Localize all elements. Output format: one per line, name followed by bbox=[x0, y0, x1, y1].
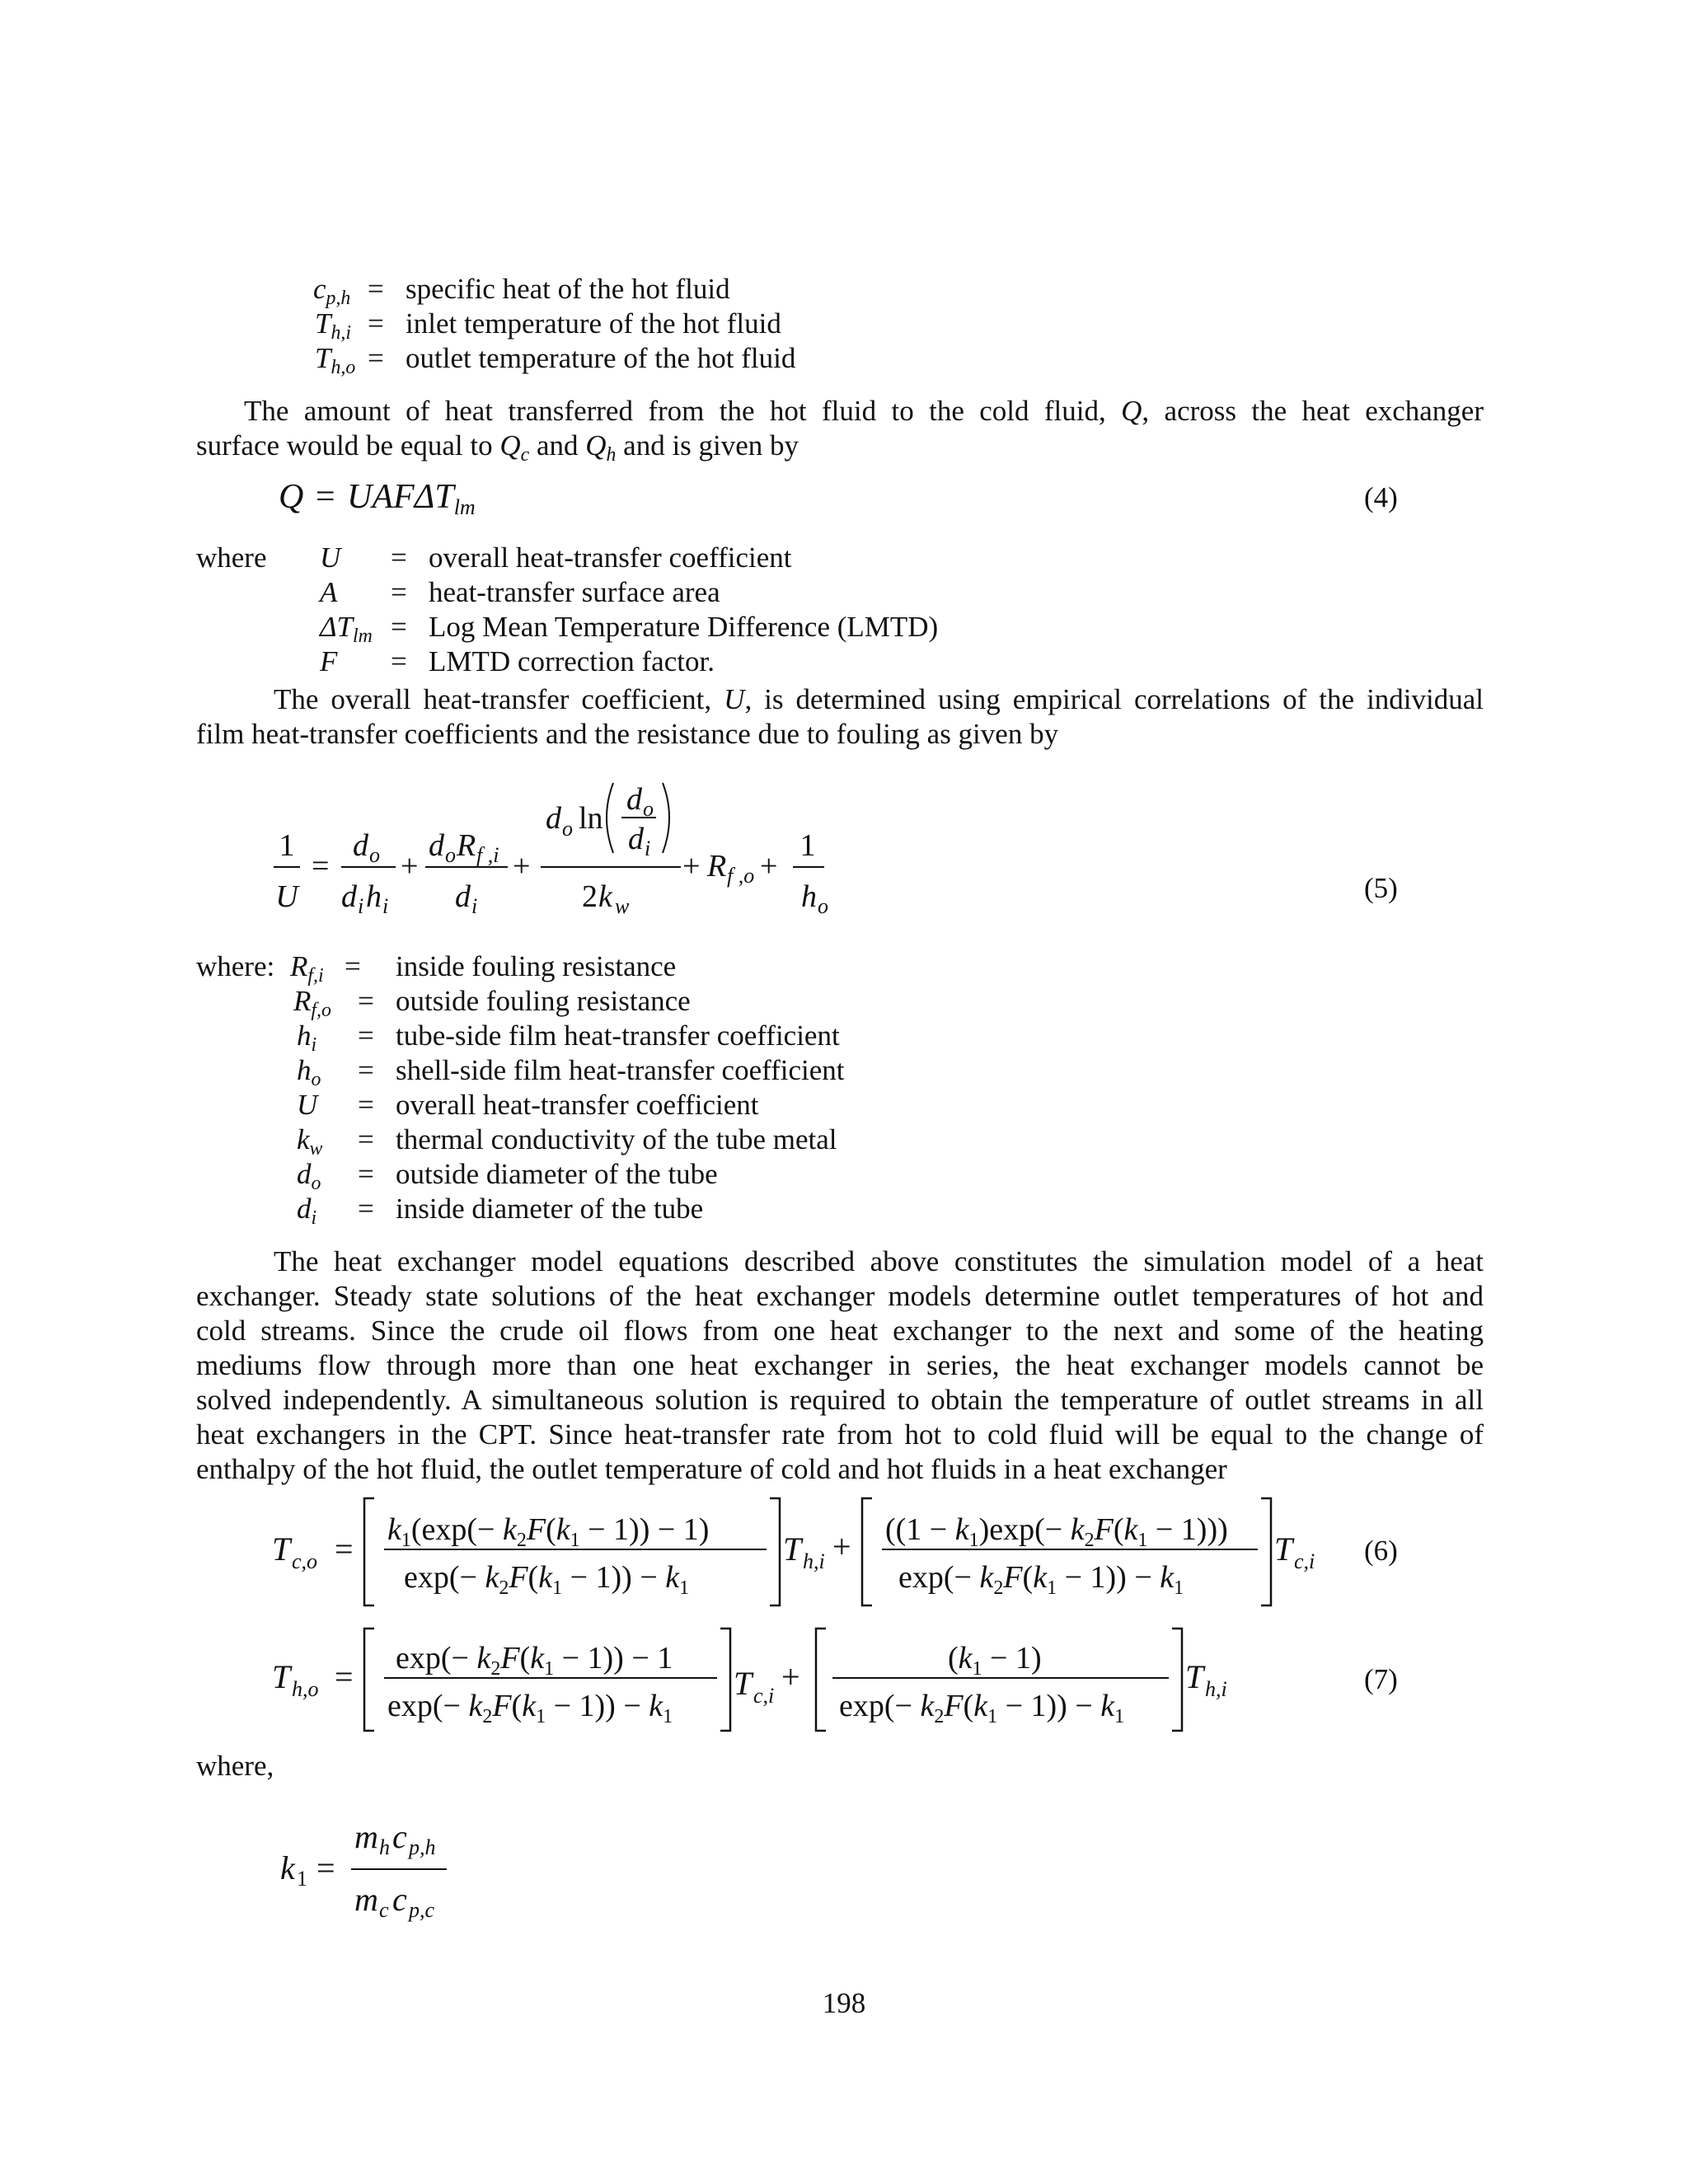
svg-text:d: d bbox=[353, 828, 368, 863]
def-description: overall heat-transfer coefficient bbox=[429, 541, 792, 574]
svg-text:d: d bbox=[626, 782, 642, 817]
def-description: inside diameter of the tube bbox=[396, 1193, 704, 1225]
svg-text:ln: ln bbox=[579, 801, 603, 836]
eq4-lhs: Q bbox=[279, 478, 304, 516]
svg-text:o: o bbox=[818, 894, 828, 918]
def-description: shell-side film heat-transfer coefficient bbox=[396, 1054, 845, 1086]
def-equals: = bbox=[358, 1123, 374, 1155]
def-description: Log Mean Temperature Difference (LMTD) bbox=[429, 611, 939, 643]
svg-text:U: U bbox=[275, 879, 298, 914]
def-symbol: U bbox=[320, 541, 341, 574]
svg-text:m: m bbox=[354, 1881, 378, 1918]
def-symbol: $d_i$ bbox=[297, 1193, 317, 1230]
def-description: tube-side film heat-transfer coefficient bbox=[396, 1019, 840, 1052]
svg-text:T: T bbox=[1185, 1658, 1204, 1695]
def-row bbox=[290, 1122, 1032, 1160]
svg-text:m: m bbox=[354, 1818, 378, 1855]
def-row bbox=[320, 610, 1062, 648]
def-symbol: U bbox=[297, 1089, 318, 1121]
def-equals: = bbox=[368, 342, 384, 374]
eq4-rhs: UAFΔT bbox=[347, 478, 454, 516]
math-symbol: U bbox=[724, 683, 745, 715]
svg-text:h: h bbox=[379, 1835, 390, 1859]
def-description: outside diameter of the tube bbox=[396, 1158, 718, 1190]
def-row bbox=[290, 1192, 1032, 1230]
svg-text:d: d bbox=[455, 879, 471, 914]
def-symbol: $\Delta T_{lm}$ bbox=[320, 611, 373, 648]
text-span: and bbox=[529, 429, 586, 462]
eq4-rhs-subscript: lm bbox=[453, 494, 476, 519]
paragraph-line bbox=[196, 682, 1484, 717]
equation-number: (5) bbox=[1364, 872, 1398, 904]
equation-number: (4) bbox=[1364, 481, 1398, 513]
svg-text:+: + bbox=[781, 1658, 800, 1695]
svg-text:+: + bbox=[760, 849, 778, 883]
svg-text:p,h: p,h bbox=[409, 1835, 436, 1859]
def-description: LMTD correction factor. bbox=[429, 645, 715, 677]
math-symbol: Q bbox=[1121, 395, 1142, 427]
math-symbol: Q bbox=[585, 429, 607, 462]
paragraph-line: enthalpy of the hot fluid, the outlet temperature of cold and hot fluids in a heat exchanger bbox=[196, 1453, 1227, 1485]
svg-text:k1(exp(− k2F(k1 − 1)) − 1): $k_1(\exp(- k_2F(k_1 - 1)) - 1)$ bbox=[387, 1512, 710, 1551]
svg-text:h,i: h,i bbox=[1205, 1677, 1227, 1701]
where-label: where bbox=[196, 541, 267, 574]
def-row bbox=[320, 644, 1062, 679]
def-symbol: $h_i$ bbox=[297, 1019, 317, 1057]
def-row bbox=[290, 1019, 1032, 1057]
paragraph-line: solved independently. A simultaneous solution is required to obtain the temperature of outlet streams in all bbox=[196, 1384, 1484, 1416]
svg-text:o: o bbox=[643, 797, 654, 821]
svg-text:f ,o: f ,o bbox=[727, 864, 755, 888]
def-symbol: $c_{p,h}$ bbox=[313, 273, 351, 310]
def-symbol: $d_o$ bbox=[297, 1158, 321, 1195]
def-symbol: F bbox=[320, 645, 338, 677]
paragraph-line: film heat-transfer coefficients and the resistance due to fouling as given by bbox=[196, 718, 1059, 750]
svg-text:i: i bbox=[382, 894, 389, 918]
def-equals: = bbox=[368, 273, 384, 305]
def-equals: = bbox=[358, 1054, 374, 1086]
svg-text:o: o bbox=[562, 817, 573, 841]
def-symbol: A bbox=[320, 576, 338, 608]
text-span: , across the heat exchanger bbox=[1142, 395, 1484, 427]
math-subscript: h bbox=[606, 444, 617, 466]
text-span: , is determined using empirical correlations of the individual bbox=[744, 683, 1484, 715]
def-equals: = bbox=[391, 645, 407, 677]
svg-text:exp(− k2F(k1 − 1)) − k1: $\exp(- k_2F(k_1 - 1)) - k_1$ bbox=[898, 1560, 1184, 1599]
def-row bbox=[320, 541, 1062, 575]
def-row bbox=[320, 575, 1062, 610]
equation-5 bbox=[264, 766, 890, 956]
where-label: where: bbox=[196, 950, 275, 982]
def-equals: = bbox=[358, 1158, 374, 1190]
svg-text:2: 2 bbox=[582, 879, 598, 914]
paragraph-line: exchanger. Steady state solutions of the heat exchanger models determine outlet temperatures of hot and bbox=[196, 1280, 1484, 1312]
def-equals: = bbox=[391, 541, 407, 574]
def-description: inside fouling resistance bbox=[396, 950, 677, 982]
paragraph-line: heat exchangers in the CPT. Since heat-transfer rate from hot to cold fluid will be equal to the change of bbox=[196, 1418, 1484, 1451]
paragraph-line: mediums flow through more than one heat exchanger in series, the heat exchanger models cannot be bbox=[196, 1349, 1484, 1381]
paragraph-line: cold streams. Since the crude oil flows from one heat exchanger to the next and some of the heating bbox=[196, 1315, 1484, 1347]
svg-text:h,o: h,o bbox=[292, 1677, 319, 1701]
svg-text:R: R bbox=[707, 849, 727, 883]
paragraph-line bbox=[196, 429, 799, 466]
def-row bbox=[290, 1088, 1032, 1122]
text-span: surface would be equal to bbox=[196, 429, 500, 462]
eq4-equals: = bbox=[315, 478, 335, 516]
svg-text:T: T bbox=[272, 1530, 291, 1568]
svg-text:d: d bbox=[429, 828, 444, 863]
def-description: inlet temperature of the hot fluid bbox=[406, 307, 781, 340]
svg-text:+: + bbox=[832, 1528, 851, 1565]
def-row bbox=[290, 984, 1032, 1022]
svg-text:k: k bbox=[280, 1849, 295, 1886]
def-equals: = bbox=[358, 1193, 374, 1225]
svg-text:(k1 − 1): $(k_1 - 1)$ bbox=[948, 1641, 1042, 1680]
svg-text:T: T bbox=[783, 1530, 802, 1568]
equation-number: (6) bbox=[1364, 1535, 1398, 1567]
svg-text:exp(− k2F(k1 − 1)) − k1: $\exp(- k_2F(k_1 - 1)) - k_1$ bbox=[387, 1689, 673, 1727]
def-description: outside fouling resistance bbox=[396, 985, 691, 1017]
def-symbol: $T_{h,o}$ bbox=[315, 342, 356, 379]
svg-text:f ,i: f ,i bbox=[476, 843, 499, 867]
def-description: thermal conductivity of the tube metal bbox=[396, 1123, 837, 1155]
svg-text:((1 − k1)exp(− k2F(k1 − 1))): $((1 - k_1)\exp(- k_2F(k_1 - 1)))$ bbox=[885, 1512, 1228, 1551]
def-symbol: $k_w$ bbox=[297, 1123, 323, 1160]
svg-text:+: + bbox=[401, 849, 419, 883]
svg-text:exp(− k2F(k1 − 1)) − k1: $\exp(- k_2F(k_1 - 1)) - k_1$ bbox=[404, 1560, 690, 1599]
svg-text:c: c bbox=[392, 1881, 407, 1918]
svg-text:c,i: c,i bbox=[753, 1684, 775, 1708]
svg-text:=: = bbox=[312, 849, 330, 883]
svg-text:R: R bbox=[457, 828, 476, 863]
equation-number: (7) bbox=[1364, 1663, 1398, 1695]
svg-text:h: h bbox=[801, 879, 817, 914]
def-equals: = bbox=[358, 1089, 374, 1121]
def-row bbox=[290, 949, 1032, 987]
svg-text:+: + bbox=[513, 849, 531, 883]
def-equals: = bbox=[368, 307, 384, 340]
svg-text:d: d bbox=[628, 822, 644, 856]
def-symbol: $R_{f,o}$ bbox=[293, 985, 331, 1022]
def-equals: = bbox=[358, 1019, 374, 1052]
def-row bbox=[313, 272, 890, 310]
def-description: specific heat of the hot fluid bbox=[406, 273, 730, 305]
svg-text:d: d bbox=[546, 801, 561, 836]
svg-text:exp(− k2F(k1 − 1)) − k1: $\exp(- k_2F(k_1 - 1)) - k_1$ bbox=[839, 1689, 1125, 1727]
svg-text:h,i: h,i bbox=[803, 1549, 825, 1573]
svg-text:=: = bbox=[335, 1530, 354, 1568]
where-label: where, bbox=[196, 1750, 274, 1782]
svg-text:T: T bbox=[272, 1658, 291, 1695]
text-span: The heat exchanger model equations described above constitutes the simulation model of a heat bbox=[274, 1245, 1484, 1277]
def-symbol: $R_{f,i}$ bbox=[290, 950, 324, 987]
def-description: heat-transfer surface area bbox=[429, 576, 720, 608]
paragraph-line bbox=[196, 394, 1484, 429]
equation-4 bbox=[279, 476, 476, 518]
paragraph-line bbox=[196, 1244, 1484, 1279]
text-span: The overall heat-transfer coefficient, bbox=[274, 683, 724, 715]
svg-text:1: 1 bbox=[799, 828, 816, 863]
svg-text:c: c bbox=[379, 1898, 389, 1922]
page-number: 198 bbox=[822, 1987, 866, 2019]
svg-text:o: o bbox=[445, 843, 456, 867]
svg-text:c,i: c,i bbox=[1294, 1549, 1315, 1573]
svg-text:k: k bbox=[598, 879, 612, 914]
def-equals: = bbox=[391, 576, 407, 608]
text-span: and is given by bbox=[616, 429, 799, 462]
svg-text:1: 1 bbox=[297, 1867, 307, 1891]
svg-text:i: i bbox=[471, 894, 478, 918]
svg-text:T: T bbox=[1274, 1530, 1293, 1568]
equation-6 bbox=[272, 1490, 1343, 1614]
k1-equation bbox=[272, 1805, 486, 1937]
svg-text:h: h bbox=[366, 879, 382, 914]
def-equals: = bbox=[345, 950, 361, 982]
svg-text:c: c bbox=[392, 1818, 407, 1855]
svg-text:i: i bbox=[645, 837, 651, 860]
def-description: overall heat-transfer coefficient bbox=[396, 1089, 759, 1121]
svg-text:=: = bbox=[335, 1658, 354, 1695]
svg-text:d: d bbox=[341, 879, 357, 914]
svg-text:p,c: p,c bbox=[409, 1898, 435, 1922]
svg-text:i: i bbox=[358, 894, 364, 918]
def-row bbox=[313, 307, 890, 344]
math-symbol: Q bbox=[499, 429, 521, 462]
svg-text:exp(− k2F(k1 − 1)) − 1: $\exp(- k_2F(k_1 - 1)) - 1$ bbox=[396, 1641, 673, 1680]
svg-text:c,o: c,o bbox=[292, 1549, 318, 1573]
def-description: outlet temperature of the hot fluid bbox=[406, 342, 796, 374]
def-equals: = bbox=[358, 985, 374, 1017]
def-row bbox=[290, 1157, 1032, 1195]
def-symbol: $h_o$ bbox=[297, 1054, 321, 1091]
def-symbol: $T_{h,i}$ bbox=[315, 307, 351, 344]
svg-text:T: T bbox=[734, 1665, 753, 1702]
equation-7 bbox=[272, 1622, 1261, 1737]
math-subscript: c bbox=[520, 444, 530, 466]
def-row bbox=[313, 341, 890, 379]
svg-text:1: 1 bbox=[279, 828, 295, 863]
def-row bbox=[290, 1053, 1032, 1091]
svg-text:=: = bbox=[316, 1849, 335, 1886]
svg-text:+: + bbox=[682, 849, 701, 883]
text-span: The amount of heat transferred from the hot fluid to the cold fluid, bbox=[244, 395, 1122, 427]
svg-text:o: o bbox=[369, 843, 380, 867]
svg-text:w: w bbox=[615, 894, 630, 918]
def-equals: = bbox=[391, 611, 407, 643]
